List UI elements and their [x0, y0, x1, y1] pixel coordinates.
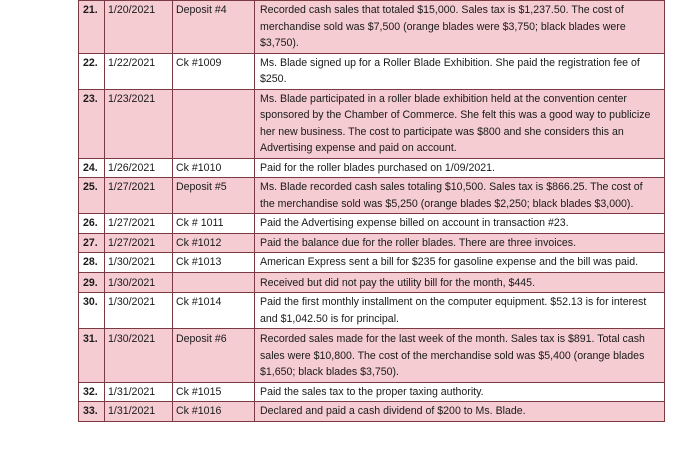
transaction-description: Received but did not pay the utility bill for the month, $445.: [255, 272, 665, 293]
transaction-reference: Ck # 1011: [173, 214, 255, 234]
transaction-reference: Ck #1009: [173, 53, 255, 89]
transaction-date: 1/30/2021: [105, 272, 173, 293]
transaction-description: Declared and paid a cash dividend of $200 to Ms. Blade.: [255, 402, 665, 422]
table-row: [79, 1, 665, 54]
transaction-reference: Deposit #5: [173, 178, 255, 214]
transaction-number: 27.: [79, 233, 105, 253]
transaction-number: 29.: [79, 272, 105, 293]
table-row: [79, 293, 665, 329]
transaction-description: Recorded sales made for the last week of the month. Sales tax is $891. Total cash sales were $10,800. The cost of the merchandise sold was $5,400 (orange blades $1,650; black blades $3,750).: [255, 329, 665, 383]
transaction-number: 31.: [79, 329, 105, 383]
table-row: [79, 233, 665, 253]
transaction-date: 1/20/2021: [105, 1, 173, 54]
transaction-reference: Ck #1013: [173, 253, 255, 273]
table-row: [79, 272, 665, 293]
table-row: [79, 214, 665, 234]
transaction-number: 26.: [79, 214, 105, 234]
transaction-number: 28.: [79, 253, 105, 273]
transaction-reference: Ck #1010: [173, 158, 255, 178]
transaction-description: Paid the balance due for the roller blades. There are three invoices.: [255, 233, 665, 253]
transaction-date: 1/30/2021: [105, 253, 173, 273]
transaction-date: 1/26/2021: [105, 158, 173, 178]
transaction-number: 30.: [79, 293, 105, 329]
transaction-date: 1/31/2021: [105, 402, 173, 422]
transaction-date: 1/27/2021: [105, 178, 173, 214]
transaction-date: 1/22/2021: [105, 53, 173, 89]
transaction-number: 33.: [79, 402, 105, 422]
table-row: [79, 53, 665, 89]
table-row: [79, 158, 665, 178]
transaction-description: Paid for the roller blades purchased on 1/09/2021.: [255, 158, 665, 178]
transaction-description: Ms. Blade recorded cash sales totaling $10,500. Sales tax is $866.25. The cost of the merchandise sold was $5,250 (orange blades $2,250; black blades $3,000).: [255, 178, 665, 214]
transaction-description: Ms. Blade participated in a roller blade exhibition held at the convention center sponsored by the Chamber of Commerce. She felt this was a good way to publicize her new business. The cost to participate was $800 and she considers this an Advertising expense and paid on account.: [255, 89, 665, 158]
transaction-date: 1/27/2021: [105, 233, 173, 253]
transaction-date: 1/30/2021: [105, 293, 173, 329]
transaction-date: 1/23/2021: [105, 89, 173, 158]
table-row: [79, 89, 665, 158]
transaction-description: Paid the Advertising expense billed on account in transaction #23.: [255, 214, 665, 234]
transaction-reference: Deposit #6: [173, 329, 255, 383]
table-row: [79, 329, 665, 383]
transaction-reference: Deposit #4: [173, 1, 255, 54]
transaction-reference: Ck #1014: [173, 293, 255, 329]
transaction-number: 21.: [79, 1, 105, 54]
transaction-number: 23.: [79, 89, 105, 158]
transaction-description: Paid the sales tax to the proper taxing authority.: [255, 382, 665, 402]
transactions-body: [79, 1, 665, 422]
transaction-number: 25.: [79, 178, 105, 214]
transaction-reference: Ck #1015: [173, 382, 255, 402]
transaction-reference: [173, 272, 255, 293]
transaction-date: 1/30/2021: [105, 329, 173, 383]
transaction-description: Paid the first monthly installment on the computer equipment. $52.13 is for interest and $1,042.50 is for principal.: [255, 293, 665, 329]
transaction-number: 32.: [79, 382, 105, 402]
transaction-date: 1/31/2021: [105, 382, 173, 402]
transactions-table: [78, 0, 665, 422]
table-row: [79, 253, 665, 273]
transaction-description: Recorded cash sales that totaled $15,000. Sales tax is $1,237.50. The cost of merchandise sold was $7,500 (orange blades were $3,750; black blades were $3,750).: [255, 1, 665, 54]
transaction-reference: [173, 89, 255, 158]
transaction-description: Ms. Blade signed up for a Roller Blade Exhibition. She paid the registration fee of $250.: [255, 53, 665, 89]
transaction-date: 1/27/2021: [105, 214, 173, 234]
transaction-reference: Ck #1016: [173, 402, 255, 422]
transaction-number: 22.: [79, 53, 105, 89]
table-row: [79, 178, 665, 214]
transaction-number: 24.: [79, 158, 105, 178]
transaction-description: American Express sent a bill for $235 for gasoline expense and the bill was paid.: [255, 253, 665, 273]
table-row: [79, 382, 665, 402]
transaction-reference: Ck #1012: [173, 233, 255, 253]
table-row: [79, 402, 665, 422]
